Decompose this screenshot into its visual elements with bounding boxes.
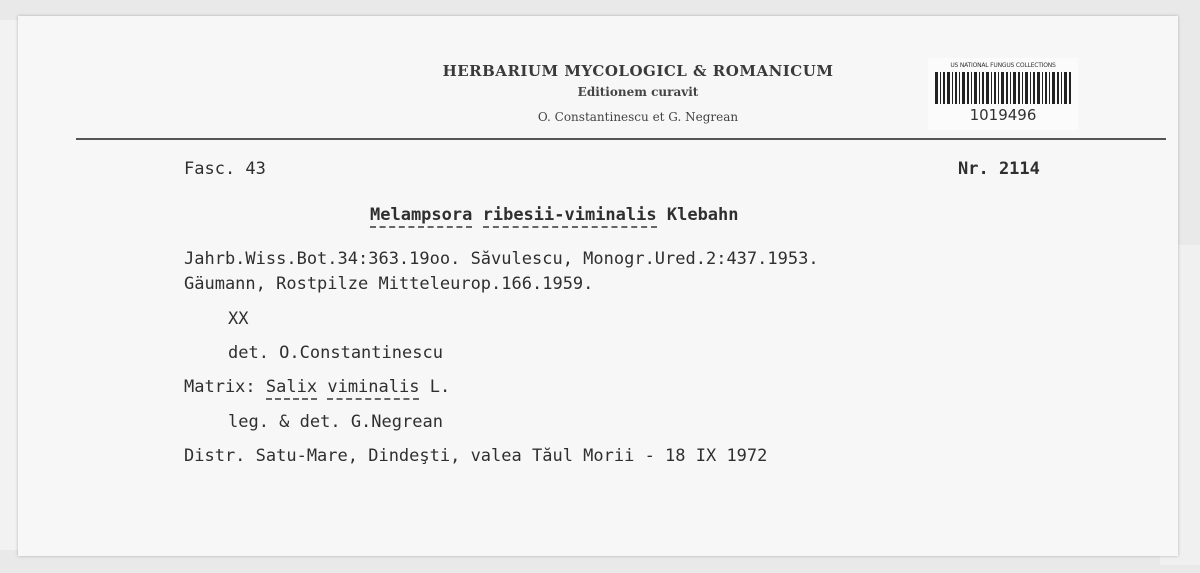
taxon-author: Klebahn: [666, 205, 739, 225]
reference-line-1: Jahrb.Wiss.Bot.34:363.19oo. Săvulescu, Monogr.Ured.2:437.1953.: [184, 249, 819, 269]
label-header: [18, 16, 1178, 140]
herbarium-label: [18, 16, 1178, 556]
taxon-genus: Melampsora: [370, 205, 472, 228]
taxon-epithet: ribesii-viminalis: [483, 205, 657, 228]
edition-line: Editionem curavit: [577, 85, 699, 99]
host-genus: Salix: [266, 377, 317, 400]
institution-title: HERBARIUM MYCOLOGICL & ROMANICUM: [442, 62, 834, 80]
barcode-icon: [935, 72, 1071, 104]
matrix-line: [184, 377, 450, 397]
barcode-caption: US NATIONAL FUNGUS COLLECTIONS: [950, 62, 1056, 69]
matrix-label: Matrix:: [184, 377, 256, 397]
taxon-name: [370, 205, 739, 225]
header-divider: [76, 138, 1166, 140]
locality-line: Distr. Satu-Mare, Dindeşti, valea Tăul Morii - 18 IX 1972: [184, 446, 768, 466]
spore-stage: XX: [228, 309, 249, 329]
exsiccata-number: Nr. 2114: [958, 159, 1040, 179]
reference-line-2: Gäumann, Rostpilze Mitteleurop.166.1959.: [184, 274, 594, 294]
editors-line: O. Constantinescu et G. Negrean: [537, 110, 739, 124]
determiner-line: det. O.Constantinescu: [228, 343, 443, 363]
barcode-label: [928, 58, 1078, 130]
host-species: viminalis: [327, 377, 419, 400]
host-author: L.: [429, 377, 451, 397]
collector-line: leg. & det. G.Negrean: [228, 412, 443, 432]
fascicle-number: Fasc. 43: [184, 159, 266, 179]
barcode-number: 1019496: [969, 106, 1037, 124]
